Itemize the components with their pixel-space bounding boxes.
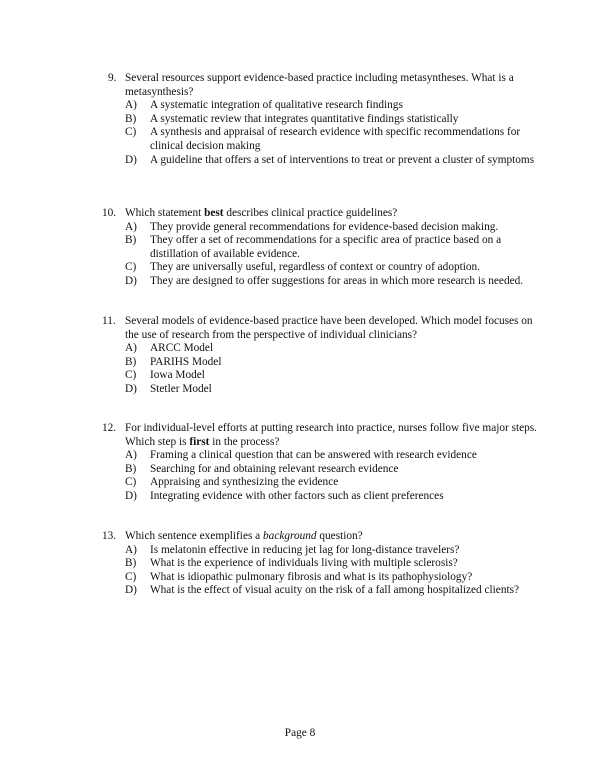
- question-number: 11.: [102, 315, 116, 327]
- question-emphasis: background: [263, 530, 317, 542]
- question-number: 10.: [102, 207, 117, 219]
- answer-option-c: [108, 571, 548, 585]
- answer-option-a: [108, 221, 548, 235]
- option-letter: C): [125, 126, 137, 139]
- option-text: A systematic integration of qualitative research findings: [150, 99, 403, 112]
- answer-option-c: [108, 261, 548, 275]
- answer-options: [108, 544, 548, 598]
- option-text: Integrating evidence with other factors such as client preferences: [150, 489, 444, 502]
- option-text: Stetler Model: [150, 382, 212, 395]
- answer-options: [108, 449, 548, 503]
- question-12: [102, 422, 548, 504]
- option-letter: C): [125, 476, 137, 489]
- option-letter: D): [125, 153, 137, 166]
- option-text: What is idiopathic pulmonary fibrosis and what is its pathophysiology?: [150, 570, 473, 583]
- option-text: Framing a clinical question that can be answered with research evidence: [150, 449, 477, 462]
- option-letter: B): [125, 355, 137, 368]
- question-stem: [102, 315, 548, 342]
- question-text-start: For individual-level efforts at putting research into practice, nurses follow five major steps. Which step is: [125, 422, 538, 448]
- question-text: Several resources support evidence-based practice including metasyntheses. What is a metasynthesis?: [125, 72, 514, 98]
- option-letter: D): [125, 382, 137, 395]
- answer-option-a: [108, 544, 548, 558]
- answer-option-d: [108, 154, 548, 168]
- question-number: 13.: [102, 530, 117, 542]
- answer-option-b: [108, 557, 548, 571]
- option-text: Appraising and synthesizing the evidence: [150, 476, 339, 489]
- option-text: Iowa Model: [150, 369, 205, 382]
- answer-option-b: [108, 234, 548, 261]
- option-letter: B): [125, 234, 137, 247]
- page-number: Page 8: [284, 727, 316, 739]
- answer-option-d: [108, 490, 548, 504]
- option-letter: A): [125, 342, 137, 355]
- option-letter: A): [125, 449, 137, 462]
- option-letter: D): [125, 489, 137, 502]
- option-text: They are universally useful, regardless of context or country of adoption.: [150, 261, 481, 274]
- option-letter: A): [125, 220, 137, 233]
- answer-options: [108, 342, 548, 396]
- answer-options: [108, 221, 548, 289]
- question-text-start: Which statement: [125, 207, 205, 219]
- option-letter: B): [125, 557, 137, 570]
- question-stem: [102, 422, 548, 449]
- option-letter: C): [125, 261, 137, 274]
- answer-option-a: [108, 99, 548, 113]
- option-letter: C): [125, 570, 137, 583]
- option-text: They are designed to offer suggestions for areas in which more research is needed.: [150, 274, 524, 287]
- option-letter: A): [125, 543, 137, 556]
- option-text: A synthesis and appraisal of research evidence with specific recommendations for clinical decision making: [150, 126, 521, 152]
- option-letter: D): [125, 584, 137, 597]
- answer-option-a: [108, 342, 548, 356]
- question-text-end: question?: [316, 530, 363, 542]
- option-text: Searching for and obtaining relevant research evidence: [150, 462, 399, 475]
- option-text: They provide general recommendations for evidence-based decision making.: [150, 220, 499, 233]
- question-number: 9.: [108, 72, 117, 84]
- answer-option-d: [108, 584, 548, 598]
- question-stem: [102, 207, 548, 221]
- answer-option-c: [108, 369, 548, 383]
- question-text-end: in the process?: [209, 435, 280, 448]
- answer-option-d: [108, 275, 548, 289]
- answer-option-b: [108, 113, 548, 127]
- question-text-start: Which sentence exemplifies a: [125, 530, 264, 542]
- option-text: ARCC Model: [150, 342, 214, 355]
- option-text: They offer a set of recommendations for a specific area of practice based on a distillation of available evidence.: [150, 234, 502, 260]
- question-emphasis: best: [204, 207, 224, 219]
- question-11: [102, 315, 548, 397]
- answer-option-b: [108, 463, 548, 477]
- answer-option-b: [108, 356, 548, 370]
- question-number: 12.: [102, 422, 117, 434]
- answer-option-d: [108, 383, 548, 397]
- answer-option-c: [108, 476, 548, 490]
- answer-option-a: [108, 449, 548, 463]
- answer-option-c: [108, 126, 548, 153]
- question-9: [108, 72, 548, 167]
- option-text: Is melatonin effective in reducing jet lag for long-distance travelers?: [150, 543, 460, 556]
- option-text: A systematic review that integrates quantitative findings statistically: [150, 112, 459, 125]
- question-text: Several models of evidence-based practice have been developed. Which model focuses on the use of research from the perspective of individual clinicians?: [125, 315, 533, 341]
- option-text: What is the effect of visual acuity on the risk of a fall among hospitalized clients?: [150, 584, 520, 597]
- question-10: [102, 207, 548, 289]
- option-text: A guideline that offers a set of interventions to treat or prevent a cluster of symptoms: [150, 153, 535, 166]
- option-letter: D): [125, 274, 137, 287]
- option-letter: C): [125, 369, 137, 382]
- option-text: PARIHS Model: [150, 355, 222, 368]
- question-text-end: describes clinical practice guidelines?: [223, 207, 398, 219]
- answer-options: [108, 99, 548, 167]
- option-letter: B): [125, 462, 137, 475]
- question-stem: [102, 530, 548, 544]
- option-letter: A): [125, 99, 137, 112]
- question-emphasis: first: [189, 435, 210, 448]
- option-text: What is the experience of individuals living with multiple sclerosis?: [150, 557, 458, 570]
- question-stem: [108, 72, 548, 99]
- question-13: [102, 530, 548, 598]
- option-letter: B): [125, 112, 137, 125]
